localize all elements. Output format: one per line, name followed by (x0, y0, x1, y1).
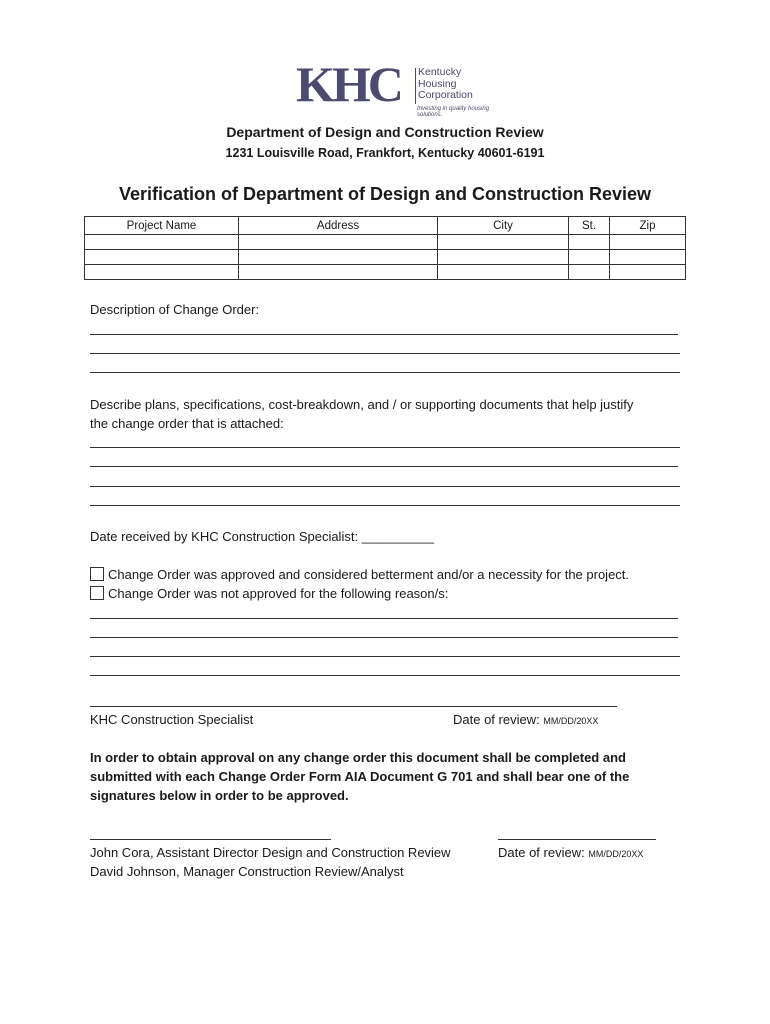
approved-checkbox[interactable] (90, 567, 104, 581)
logo-divider (415, 68, 416, 104)
logo-tagline: Investing in quality housing solutions. (417, 106, 490, 118)
col-city: City (438, 217, 569, 235)
logo-org-line1: Kentucky (418, 66, 462, 78)
project-table (84, 216, 686, 280)
reason-line-4[interactable] (90, 675, 680, 676)
col-address: Address (239, 217, 438, 235)
table-row[interactable] (85, 250, 686, 265)
director-signature-line[interactable] (90, 839, 331, 840)
col-project-name: Project Name (85, 217, 239, 235)
description-line-1[interactable] (90, 334, 678, 335)
not-approved-checkbox[interactable] (90, 586, 104, 600)
signer-1: John Cora, Assistant Director Design and Construction Review (90, 845, 451, 860)
signature-date-format: MM/DD/20XX (588, 849, 644, 859)
approved-option[interactable] (90, 565, 629, 584)
description-line-2[interactable] (90, 353, 680, 354)
col-zip: Zip (610, 217, 686, 235)
plans-line-2[interactable] (90, 466, 678, 467)
date-received-label: Date received by KHC Construction Specialist: __________ (90, 529, 434, 544)
plans-line-4[interactable] (90, 505, 680, 506)
page-title: Verification of Department of Design and Construction Review (118, 184, 652, 204)
specialist-date-format: MM/DD/20XX (543, 716, 599, 726)
specialist-signature-line[interactable] (90, 706, 617, 707)
signature-date-field (498, 843, 643, 864)
khc-logo (296, 56, 496, 118)
specialist-date-label: Date of review: (453, 712, 540, 727)
notice-line1: In order to obtain approval on any change order this document shall be completed and (90, 750, 626, 765)
plans-line-3[interactable] (90, 486, 680, 487)
plans-label-line1: Describe plans, specifications, cost-breakdown, and / or supporting documents that help justify (90, 397, 634, 412)
approval-notice (90, 748, 629, 805)
not-approved-option[interactable] (90, 584, 448, 603)
table-row[interactable] (85, 265, 686, 280)
description-label: Description of Change Order: (90, 302, 260, 317)
specialist-label: KHC Construction Specialist (90, 712, 254, 727)
specialist-date-field (453, 710, 598, 731)
notice-line3: signatures below in order to be approved. (90, 788, 349, 803)
department-address: 1231 Louisville Road, Frankfort, Kentucky 40601-6191 (225, 146, 545, 160)
director-date-line[interactable] (498, 839, 656, 840)
logo-org-line2: Housing (418, 77, 457, 90)
logo-org-name (418, 67, 473, 102)
signer-names (90, 843, 451, 881)
plans-label-line2: the change order that is attached: (90, 416, 284, 431)
plans-line-1[interactable] (90, 447, 680, 448)
plans-label (90, 395, 633, 433)
reason-line-2[interactable] (90, 637, 678, 638)
description-line-3[interactable] (90, 372, 680, 373)
signer-2: David Johnson, Manager Construction Review/Analyst (90, 864, 404, 879)
reason-line-3[interactable] (90, 656, 680, 657)
signature-date-label: Date of review: (498, 845, 585, 860)
reason-line-1[interactable] (90, 618, 678, 619)
logo-letters: KHC (296, 56, 401, 112)
notice-line2: submitted with each Change Order Form AIA Document G 701 and shall bear one of the (90, 769, 630, 784)
col-state: St. (569, 217, 610, 235)
table-header-row (85, 217, 686, 235)
approved-label: Change Order was approved and considered betterment and/or a necessity for the project. (108, 567, 630, 582)
not-approved-label: Change Order was not approved for the following reason/s: (108, 586, 449, 601)
table-row[interactable] (85, 235, 686, 250)
department-heading: Department of Design and Construction Review (226, 124, 544, 140)
logo-org-line3: Corporation (418, 89, 473, 101)
